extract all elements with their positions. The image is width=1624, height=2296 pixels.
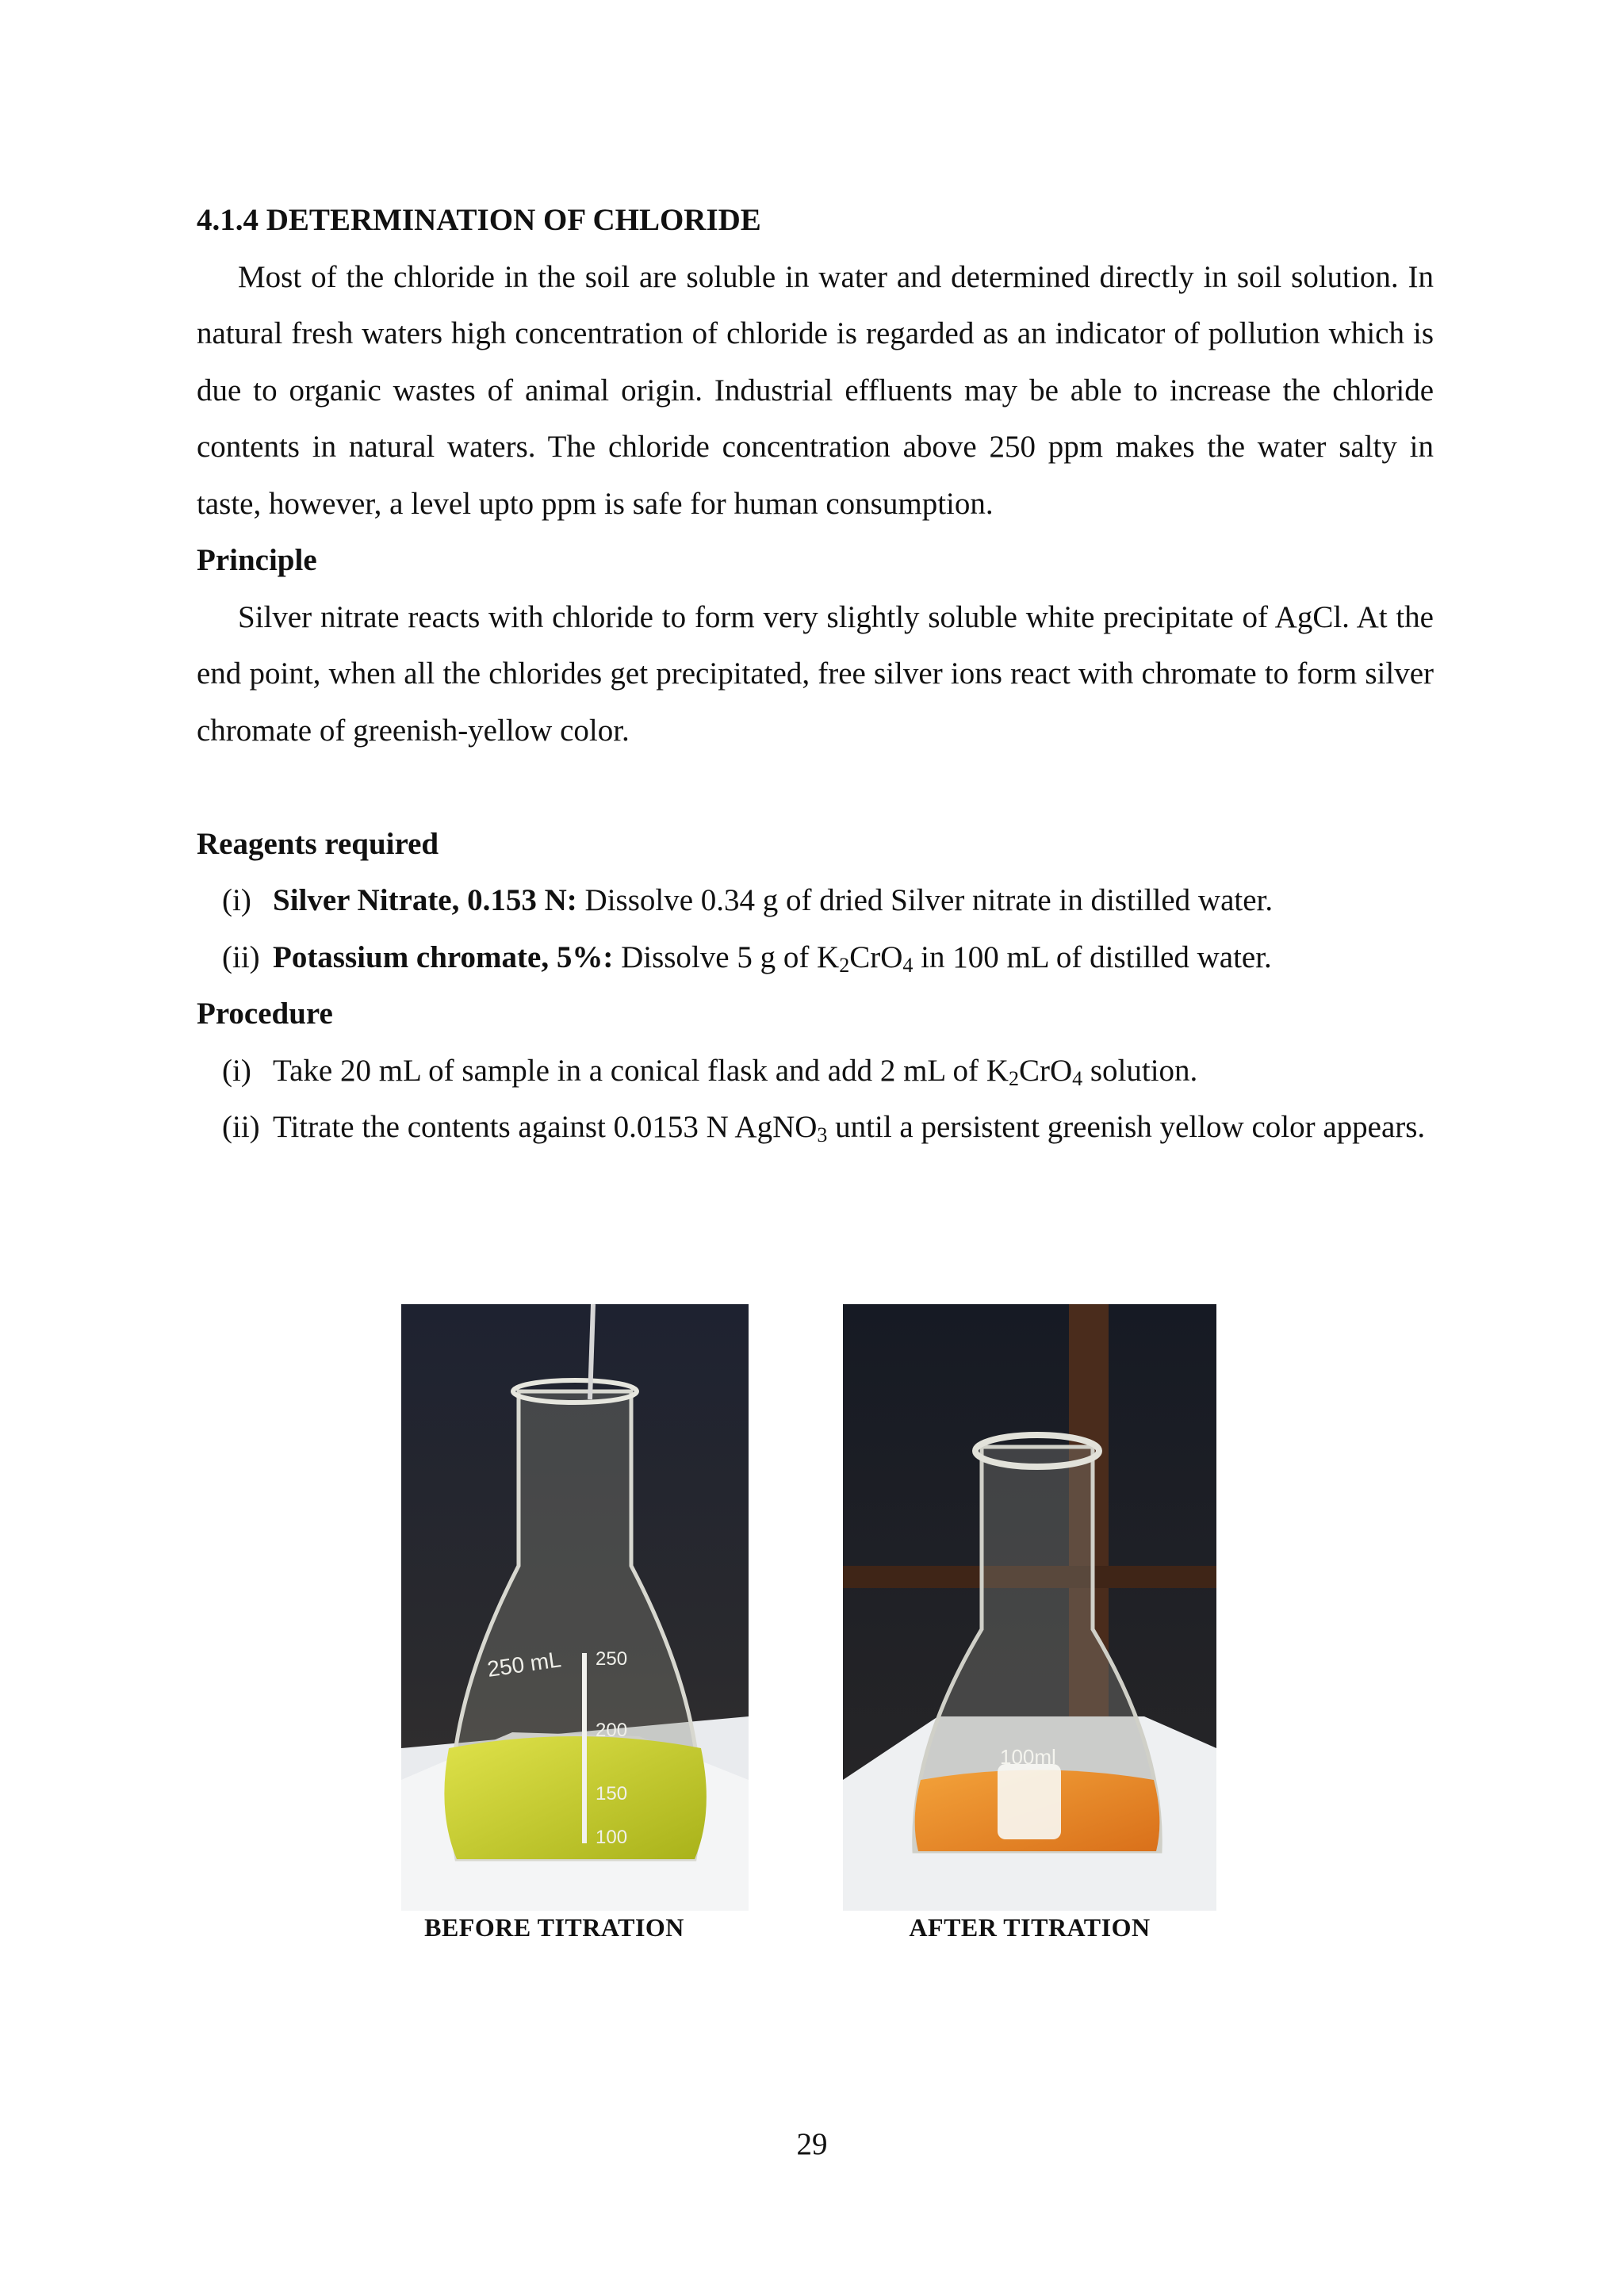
step-text: solution.: [1082, 1053, 1198, 1088]
procedure-step: [197, 1043, 1434, 1100]
subscript: 4: [902, 953, 914, 977]
section-title: 4.1.4 DETERMINATION OF CHLORIDE: [197, 203, 761, 237]
principle-heading: Principle: [197, 543, 317, 577]
flask-marking: 250 mL: [485, 1647, 563, 1682]
reagents-heading: Reagents required: [197, 826, 439, 861]
page-number: 29: [796, 2127, 828, 2161]
subscript: 4: [1072, 1066, 1083, 1090]
text-block: [197, 192, 1434, 1156]
photo-before-titration: [401, 1304, 749, 1911]
caption-after: AFTER TITRATION: [909, 1913, 1151, 1942]
flask-marking: 100: [596, 1827, 628, 1848]
flask-marking: 200: [596, 1720, 628, 1741]
subscript: 2: [839, 953, 850, 977]
subscript: 3: [817, 1123, 828, 1146]
reagent-text: CrO: [849, 939, 903, 974]
procedure-step: [197, 1099, 1434, 1156]
reagent-text: in 100 mL of distilled water.: [913, 939, 1272, 974]
spacer: [197, 759, 1434, 816]
flask-marking: 250: [596, 1648, 628, 1670]
reagent-text: Dissolve 0.34 g of dried Silver nitrate in distilled water.: [576, 883, 1274, 917]
step-text: Titrate the contents against 0.0153 N AgNO: [273, 1110, 818, 1144]
reagent-item: [197, 872, 1434, 929]
flask-before-image: [401, 1304, 749, 1911]
caption-before: BEFORE TITRATION: [424, 1913, 684, 1942]
item-number: (i): [222, 1053, 251, 1088]
principle-paragraph: Silver nitrate reacts with chloride to form very slightly soluble white precipitate of AgCl. At the end point, when all the chlorides get precipitated, free silver ions react with chromate to form silver chromate of greenish-yellow color.: [197, 599, 1434, 748]
subscript: 2: [1008, 1066, 1019, 1090]
step-text: Take 20 mL of sample in a conical flask and add 2 mL of K: [273, 1053, 1009, 1088]
reagent-name: Silver Nitrate, 0.153 N:: [273, 883, 577, 917]
flask-marking: 150: [596, 1783, 628, 1804]
item-number: (i): [222, 883, 251, 917]
step-text: CrO: [1018, 1053, 1073, 1088]
reagent-text: Dissolve 5 g of K: [613, 939, 840, 974]
item-number: (ii): [222, 1110, 260, 1144]
reagent-item: [197, 929, 1434, 986]
flask-after-image: [843, 1304, 1216, 1911]
step-text: until a persistent greenish yellow color appears.: [827, 1110, 1426, 1144]
flask-marking: 100ml: [1000, 1745, 1056, 1769]
procedure-heading: Procedure: [197, 997, 333, 1031]
photo-after-titration: [843, 1304, 1216, 1911]
intro-paragraph: Most of the chloride in the soil are soluble in water and determined directly in soil solution. In natural fresh waters high concentration of chloride is regarded as an indicator of pollution which is due to organic wastes of animal origin. Industrial effluents may be able to increase the chloride contents in natural waters. The chloride concentration above 250 ppm makes the water salty in taste, however, a level upto ppm is safe for human consumption.: [197, 259, 1434, 521]
item-number: (ii): [222, 939, 260, 974]
reagent-name: Potassium chromate, 5%:: [273, 939, 614, 974]
